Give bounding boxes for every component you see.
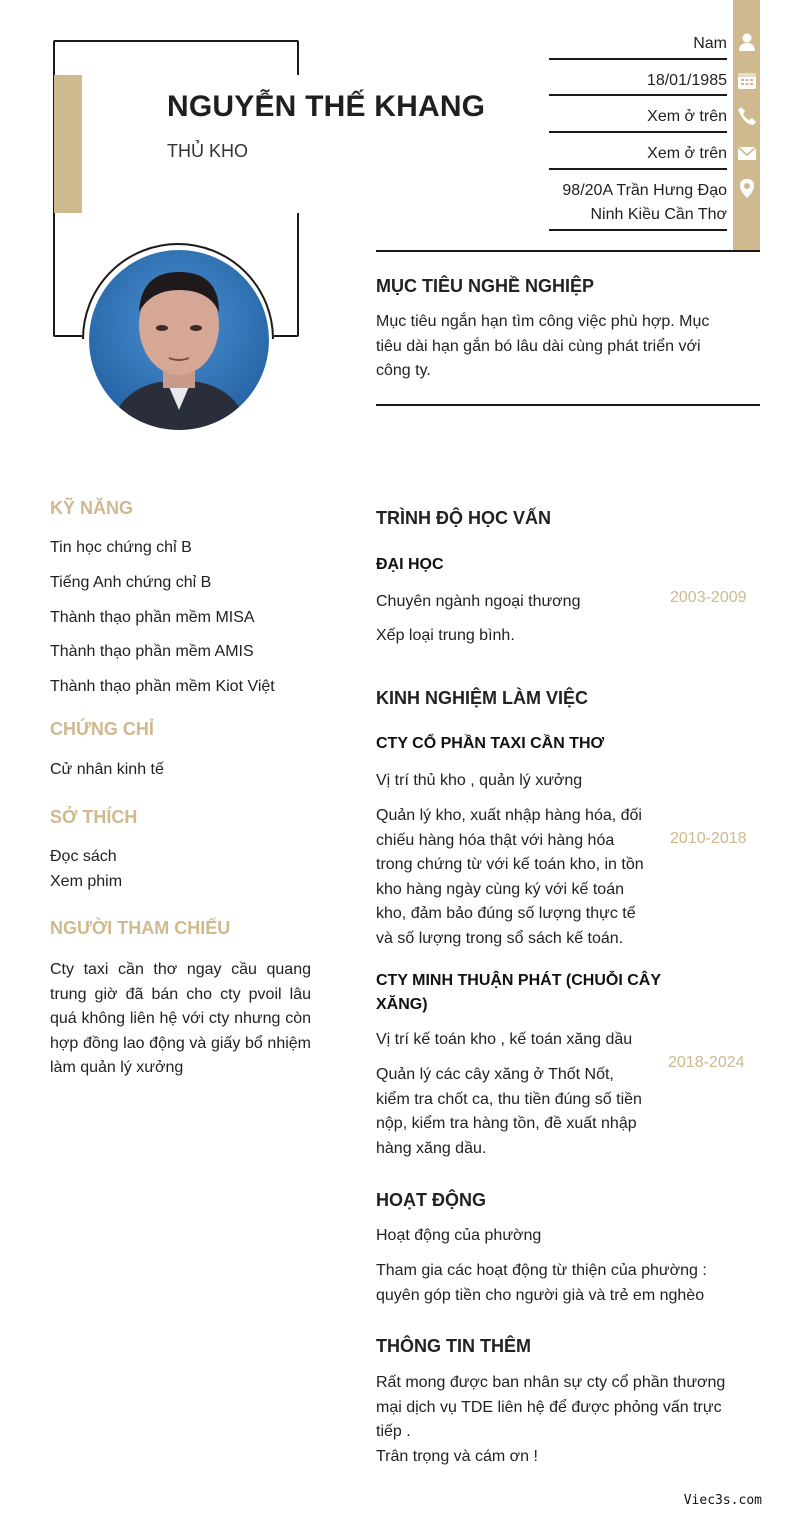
job-role: Vị trí thủ kho , quản lý xưởng [376,772,583,789]
hobby-item: Xem phim [50,873,123,890]
job-company-line: CTY MINH THUẬN PHÁT (CHUỖI CÂY [376,972,662,989]
divider [549,168,727,170]
job-period: 2018-2024 [668,1054,745,1071]
objective-line: Mục tiêu ngắn hạn tìm công việc phù hợp. Mục [376,313,710,330]
location-icon [737,178,757,198]
objective-text [376,310,709,384]
objective-line: tiêu dài hạn gắn bó lâu dài cùng phát triển với [376,337,701,355]
hobby-item: Đọc sách [50,848,117,865]
mail-icon [737,143,757,163]
section-rule [376,404,760,406]
hobbies-heading: SỞ THÍCH [50,807,138,827]
job-company-line: XĂNG) [376,996,428,1013]
activity-line: quyên góp tiền cho người già và trẻ em nghèo [376,1286,705,1304]
job-company: CTY CỔ PHẦN TAXI CẦN THƠ [376,735,605,752]
skills-heading: KỸ NĂNG [50,498,134,518]
job-description-line: trong chứng từ với kế toán kho, in tồn [376,856,644,873]
calendar-icon [737,70,757,90]
skill-item: Thành thạo phần mềm Kiot Việt [50,678,275,695]
additional-text [376,1371,725,1469]
education-grade: Xếp loại trung bình. [376,627,515,644]
additional-line: Rất mong được ban nhân sự cty cổ phần thương [376,1374,726,1391]
activity-description [376,1259,707,1308]
email-value: Xem ở trên [647,145,727,162]
experience-heading: KINH NGHIỆM LÀM VIỆC [376,688,589,708]
job-description-line: và số lượng trong sổ sách kế toán. [376,929,624,947]
education-major: Chuyên ngành ngoại thương [376,593,581,610]
job-description-line: kiểm tra chốt ca, thu tiền đúng số tiền [376,1090,642,1108]
job-description-line: hàng xăng dầu. [376,1139,487,1157]
education-period: 2003-2009 [670,589,747,606]
job-description-line: chiếu hàng hóa thật với hàng hóa [376,831,615,849]
candidate-name: NGUYỄN THẾ KHANG [167,90,486,123]
job-role: Vị trí kế toán kho , kế toán xăng dầu [376,1031,633,1048]
divider [549,229,727,231]
address-line-2: Ninh Kiều Cần Thơ [590,206,727,223]
birthday-value: 18/01/1985 [646,72,727,89]
phone-value: Xem ở trên [647,108,727,125]
certificate-item: Cử nhân kinh tế [50,761,164,778]
divider [549,94,727,96]
job-description-line: kho hàng ngày cùng ký với kế toán [376,880,624,898]
accent-bar [54,75,82,213]
references-heading: NGƯỜI THAM CHIẾU [50,918,231,938]
avatar [89,250,269,430]
education-school: ĐẠI HỌC [376,556,444,573]
objective-heading: MỤC TIÊU NGHỀ NGHIỆP [376,276,595,296]
skill-item: Tiếng Anh chứng chỉ B [50,574,212,591]
additional-line: tiếp . [376,1423,411,1440]
phone-icon [737,106,757,126]
job-period: 2010-2018 [670,830,747,847]
objective-line: công ty. [376,362,431,379]
divider [549,131,727,133]
skill-item: Thành thạo phần mềm AMIS [50,643,254,660]
education-heading: TRÌNH ĐỘ HỌC VẤN [376,508,551,528]
activity-line: Tham gia các hoạt động từ thiện của phường : [376,1262,707,1279]
divider [549,58,727,60]
job-description-line: kho, đảm bảo đúng số lượng thực tế [376,905,636,922]
job-description [376,804,644,951]
additional-line: mại dịch vụ TDE liên hệ để được phỏng vấn trực [376,1398,722,1416]
additional-heading: THÔNG TIN THÊM [376,1336,531,1356]
job-description [376,1063,642,1161]
skill-item: Thành thạo phần mềm MISA [50,609,255,626]
skill-item: Tin học chứng chỉ B [50,539,192,556]
job-company [376,969,661,1017]
person-icon [737,32,757,52]
section-rule [376,250,760,252]
avatar-portrait-icon [89,250,269,430]
footer-brand[interactable]: Viec3s.com [683,1493,762,1508]
certificates-heading: CHỨNG CHỈ [50,719,154,739]
activities-heading: HOẠT ĐỘNG [376,1190,486,1210]
activity-name: Hoạt động của phường [376,1227,542,1244]
gender-value: Nam [693,35,727,52]
job-description-line: Quản lý kho, xuất nhập hàng hóa, đối [376,807,642,824]
job-description-line: nộp, kiểm tra hàng tồn, đề xuất nhập [376,1115,637,1132]
additional-line: Trân trọng và cám ơn ! [376,1447,538,1465]
address-line-1: 98/20A Trần Hưng Đạo [562,182,727,199]
references-text: Cty taxi cần thơ ngay cầu quang trung giờ đã bán cho cty pvoil lâu quá không liên hệ với cty nhưng còn hợp đồng lao động và giấy bổ nhiệm làm quản lý xưởng [50,961,311,1076]
job-title: THỦ KHO [167,141,248,161]
job-description-line: Quản lý các cây xăng ở Thốt Nốt, [376,1066,614,1083]
